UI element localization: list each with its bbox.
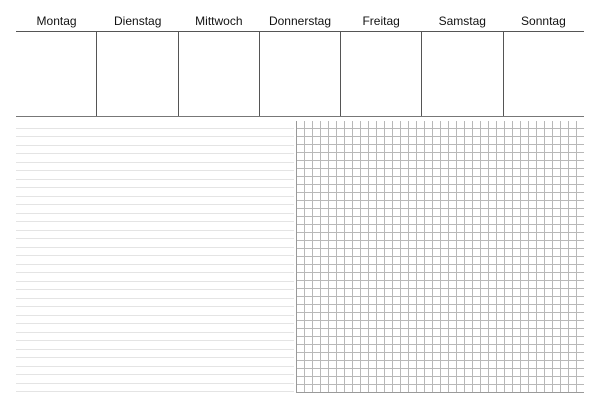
day-column-friday[interactable] bbox=[340, 32, 421, 116]
day-label-thursday: Donnerstag bbox=[268, 14, 332, 28]
day-column-thursday[interactable] bbox=[259, 32, 340, 116]
day-column-sunday[interactable] bbox=[503, 32, 584, 116]
day-label-monday: Montag bbox=[36, 14, 77, 28]
day-column-tuesday[interactable] bbox=[96, 32, 177, 116]
day-label-wednesday: Mittwoch bbox=[195, 14, 243, 28]
graph-paper-grid[interactable] bbox=[296, 121, 584, 393]
weekday-columns bbox=[16, 32, 584, 116]
day-column-saturday[interactable] bbox=[421, 32, 502, 116]
day-label-friday: Freitag bbox=[362, 14, 400, 28]
day-label-sunday: Sonntag bbox=[521, 14, 566, 28]
lined-notes-area[interactable] bbox=[16, 120, 294, 392]
day-column-wednesday[interactable] bbox=[178, 32, 259, 116]
day-column-monday[interactable] bbox=[16, 32, 96, 116]
weekday-header bbox=[16, 12, 584, 30]
day-label-saturday: Samstag bbox=[438, 14, 486, 28]
day-label-tuesday: Dienstag bbox=[114, 14, 162, 28]
section-divider bbox=[16, 116, 584, 117]
